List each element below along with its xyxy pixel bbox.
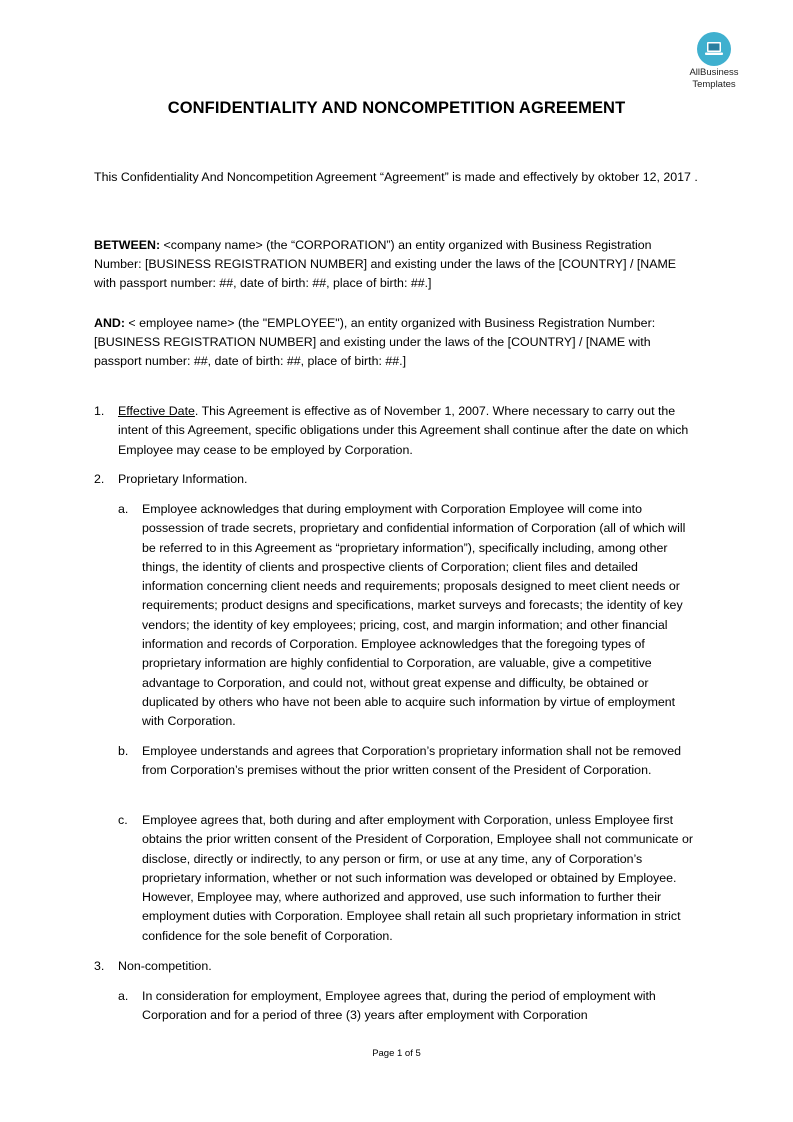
section-2a-text: Employee acknowledges that during employment with Corporation Employee will come into possession of trade secrets, proprietary and confidential information of Corporation (all of which will be referred to in this Agreement as “proprietary information”), specifically including, among other things, the identity of clients and prospective clients of Corporation; client files and detailed information concerning client needs and requirements; proposals designed to meet client needs or requirements; product designs and specifications, market surveys and forecasts; the identity of key vendors; the identity of key employees; pricing, cost, and margin information; and other financial information and records of Corporation. Employee acknowledges that the foregoing types of proprietary information are highly confidential to Corporation, are valuable, give a competitive advantage to Corporation, and could not, without great expense and difficulty, be obtained or duplicated by others who have not been able to acquire such information by virtue of employment with Corporation. (142, 502, 686, 729)
section-2c-text: Employee agrees that, both during and after employment with Corporation, unless Employee first obtains the prior written consent of the President of Corporation, Employee shall not communicate or disclose, directly or indirectly, to any person or firm, or use at any time, any of Corporation’s proprietary information, whether or not such information was developed or obtained by Employee. However, Employee may, where authorized and approved, use such information to further their employment duties with Corporation. Employee shall retain all such proprietary information in strict confidence for the sole benefit of Corporation. (142, 813, 693, 943)
logo-text-line2: Templates (692, 79, 736, 90)
laptop-icon (697, 32, 731, 66)
subsection-letter: a. (118, 502, 129, 516)
subsection-letter: a. (118, 989, 129, 1003)
allbusiness-templates-logo (686, 30, 742, 90)
section-number: 2. (94, 472, 105, 486)
intro-paragraph: This Confidentiality And Noncompetition Agreement “Agreement” is made and effectively by oktober 12, 2017 . (94, 170, 698, 184)
section-2-heading: Proprietary Information. (118, 472, 248, 486)
section-1-body (118, 402, 698, 460)
section-3-heading: Non-competition. (118, 959, 212, 973)
and-text: < employee name> (the "EMPLOYEE"), an entity organized with Business Registration Number: [BUSINESS REGISTRATION NUMBER] and existing under the laws of the [COUNTRY] / [NAME with passport number: ##, date of birth: ##, place of birth: ##.] (94, 316, 656, 369)
section-number: 1. (94, 404, 105, 418)
subsection-letter: b. (118, 744, 129, 758)
subsection-letter: c. (118, 813, 128, 827)
logo-text-line1: AllBusiness (689, 67, 739, 78)
page-number: Page 1 of 5 (372, 1048, 421, 1059)
section-1-text: . This Agreement is effective as of November 1, 2007. Where necessary to carry out the intent of this Agreement, specific obligations under this Agreement shall continue after the date on which Employee may cease to be employed by Corporation. (118, 404, 689, 457)
section-1-heading: Effective Date (118, 404, 195, 418)
section-3a-text: In consideration for employment, Employee agrees that, during the period of employment with Corporation and for a period of three (3) years after employment with Corporation (142, 989, 656, 1023)
and-label: AND: (94, 316, 125, 330)
between-label: BETWEEN: (94, 238, 161, 252)
between-text: <company name> (the “CORPORATION”) an entity organized with Business Registration Number: [BUSINESS REGISTRATION NUMBER] and existing under the laws of the [COUNTRY] / [NAME with passport number: ##, date of birth: ##, place of birth: ##.] (94, 238, 677, 291)
section-number: 3. (94, 959, 105, 973)
section-2b-text: Employee understands and agrees that Corporation’s proprietary information shall not be removed from Corporation’s premises without the prior written consent of the President of Corporation. (142, 744, 682, 778)
document-title: CONFIDENTIALITY AND NONCOMPETITION AGREEMENT (167, 99, 626, 117)
between-paragraph (94, 236, 698, 294)
and-paragraph (94, 314, 698, 372)
